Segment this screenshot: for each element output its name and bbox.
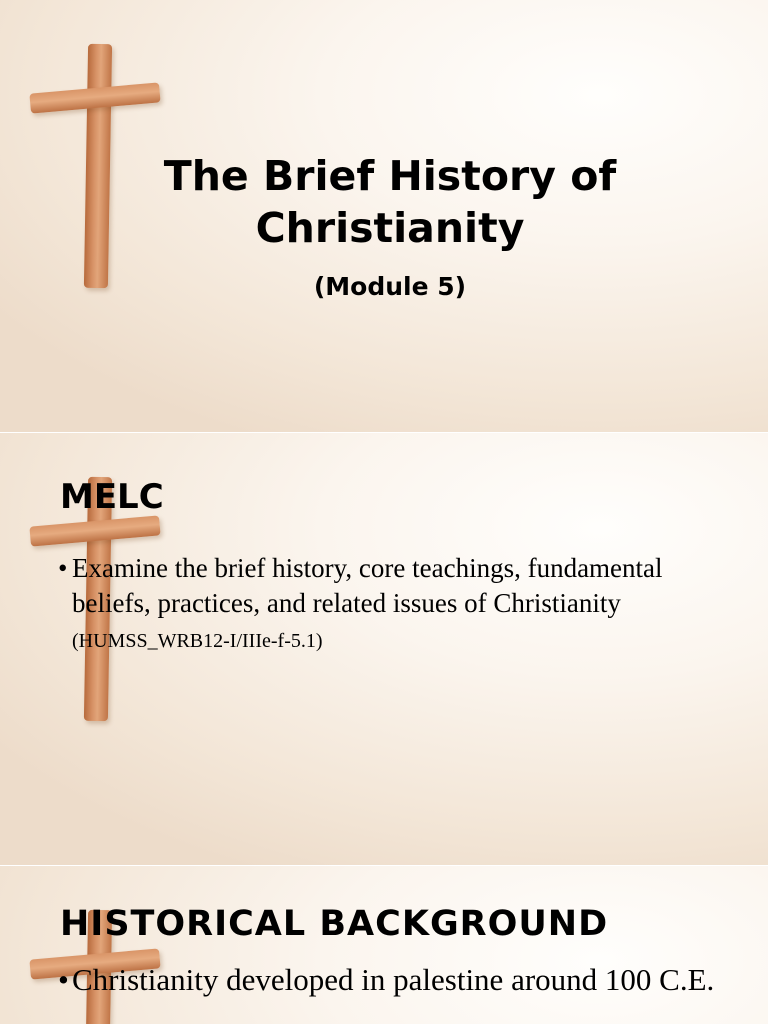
bullet-dot-icon: • xyxy=(58,962,69,997)
slide-2[interactable] xyxy=(0,433,768,865)
slide-title xyxy=(110,150,670,254)
bullet-item xyxy=(58,551,718,659)
slide-title-line-1: The Brief History of xyxy=(163,152,617,200)
bullet-text: Examine the brief history, core teachings, fundamental beliefs, practices, and related issues of Christianity xyxy=(72,553,663,618)
slide-subtitle: (Module 5) xyxy=(313,272,467,301)
slide-heading: HISTORICAL BACKGROUND xyxy=(60,904,609,944)
bullet-content xyxy=(58,551,718,659)
slide-1[interactable] xyxy=(0,0,768,432)
bullet-text: Christianity developed in palestine around 100 C.E. xyxy=(72,962,715,997)
bullet-dot-icon: • xyxy=(58,553,68,583)
slide-heading: MELC xyxy=(60,477,164,517)
cross-vertical-beam xyxy=(84,44,112,288)
slide-title-line-2: Christianity xyxy=(255,204,525,252)
melc-code: (HUMSS_WRB12-I/IIIe-f-5.1) xyxy=(72,630,323,652)
slide-3[interactable] xyxy=(0,866,768,1024)
bullet-item xyxy=(58,960,738,1000)
